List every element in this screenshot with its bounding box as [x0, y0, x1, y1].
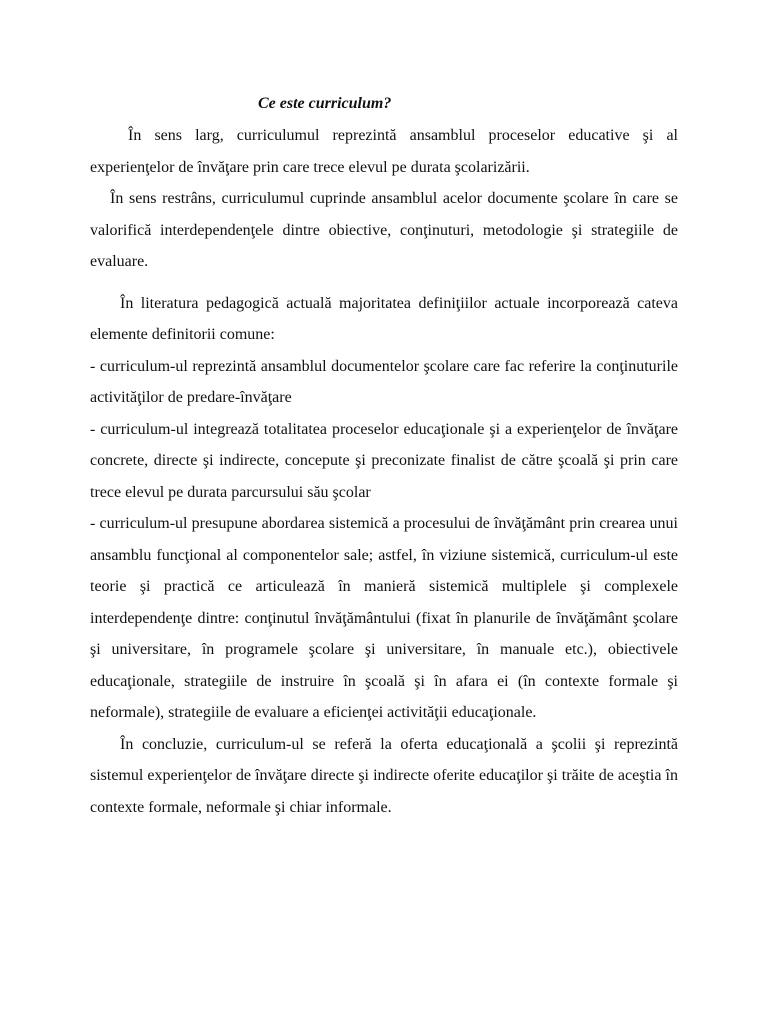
- document-title: Ce este curriculum?: [258, 95, 392, 112]
- list-item: - curriculum-ul integrează totalitatea proceselor educaţionale şi a experienţelor de învăţare concrete, directe şi indirecte, concepute şi preconizate finalist de către şcoală şi prin care trece elevul pe durata parcursului său şcolar: [90, 420, 678, 501]
- paragraph-conclusion: În concluzie, curriculum-ul se referă la oferta educaţională a şcolii şi reprezintă sistemul experienţelor de învăţare directe şi indirecte oferite educaţilor şi trăite de aceştia în contexte formale, neformale şi chiar informale.: [90, 735, 678, 816]
- list-item: - curriculum-ul reprezintă ansamblul documentelor şcolare care fac referire la conţinuturile activităţilor de predare-învăţare: [90, 357, 678, 406]
- paragraph-literature: În literatura pedagogică actuală majoritatea definiţiilor actuale incorporează cateva elemente definitorii comune:: [90, 294, 678, 343]
- paragraph-narrow-sense: În sens restrâns, curriculumul cuprinde ansamblul acelor documente şcolare în care se valorifică interdependenţele dintre obiective, conţinuturi, metodologie şi strategiile de evaluare.: [90, 190, 678, 270]
- paragraph-broad-sense: În sens larg, curriculumul reprezintă ansamblul proceselor educative şi al experienţelor de învăţare prin care trece elevul pe durata şcolarizării.: [90, 127, 678, 176]
- document-body: [90, 92, 678, 823]
- list-item: - curriculum-ul presupune abordarea sistemică a procesului de învăţământ prin crearea unui ansamblu funcţional al componentelor sale; astfel, în viziune sistemică, curriculum-ul este teorie şi practică ce articulează în manieră sistemică multiplele şi complexele interdependenţe dintre: conţinutul învăţământului (fixat în planurile de învăţământ şcolare şi universitare, în programele şcolare şi universitare, în manuale etc.), obiectivele educaţionale, strategiile de instruire în şcoală şi în afara ei (în contexte formale şi neformale), strategiile de evaluare a eficienţei activităţii educaţionale.: [90, 515, 678, 721]
